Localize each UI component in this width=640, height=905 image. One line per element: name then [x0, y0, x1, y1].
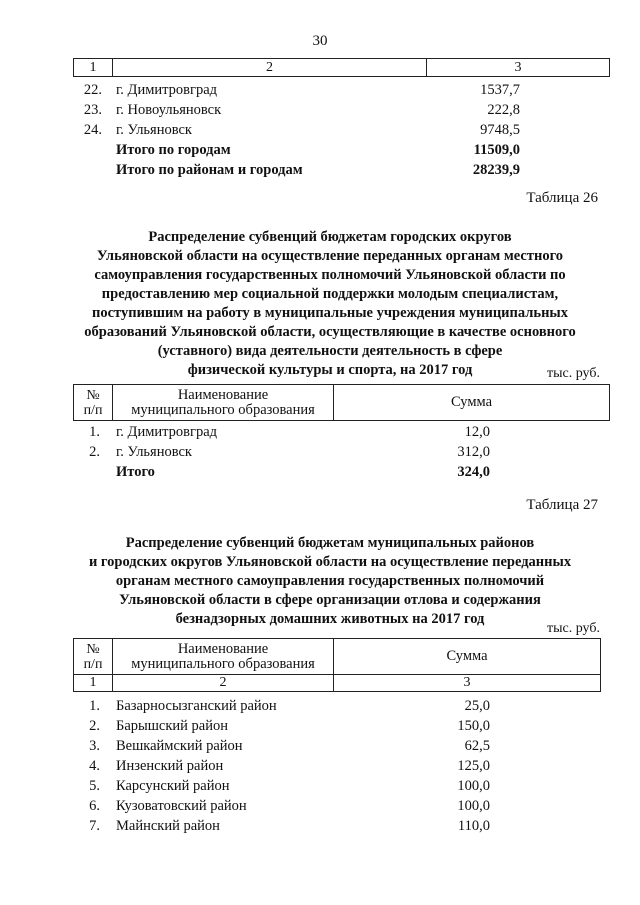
total-label: Итого	[116, 464, 155, 480]
title-line: безнадзорных домашних животных на 2017 год	[175, 611, 485, 627]
total-row	[0, 462, 640, 482]
table-27-header	[73, 638, 601, 692]
col-sum-header: Сумма	[334, 385, 610, 421]
table-26-title	[60, 228, 600, 380]
subheader-col-3: 3	[334, 675, 601, 692]
table-row	[0, 120, 640, 140]
title-line: образований Ульяновской области, осуществляющие в качестве основного	[84, 324, 576, 340]
total-value: 324,0	[457, 464, 490, 480]
row-value: 25,0	[464, 698, 490, 714]
table-row	[0, 442, 640, 462]
col-name-line: муниципального образования	[131, 401, 315, 418]
col-number-line: №	[86, 641, 100, 657]
title-line: (уставного) вида деятельности деятельность в сфере	[157, 343, 503, 359]
total-label: Итого по районам и городам	[116, 162, 303, 178]
row-value: 100,0	[457, 778, 490, 794]
total-row	[0, 160, 640, 180]
table-26-unit: тыс. руб.	[547, 366, 600, 381]
table-26-header	[73, 384, 610, 421]
row-number: 24.	[83, 122, 102, 138]
table-row	[0, 696, 640, 716]
title-line: поступившим на работу в муниципальные учреждения муниципальных	[92, 305, 568, 321]
col-number-header	[74, 639, 113, 675]
row-number: 22.	[83, 82, 102, 98]
title-line: предоставлению мер социальной поддержки молодым специалистам,	[101, 286, 559, 302]
table-27-title	[60, 534, 600, 629]
table-26-label: Таблица 26	[526, 190, 598, 206]
row-name: Барышский район	[116, 718, 228, 734]
row-name: Майнский район	[116, 818, 220, 834]
row-value: 222,8	[487, 102, 520, 118]
table-row	[0, 422, 640, 442]
table-row	[0, 80, 640, 100]
row-number: 2.	[89, 718, 100, 734]
title-line: Ульяновской области на осуществление переданных органам местного	[96, 248, 564, 264]
col-name-header	[113, 639, 334, 675]
title-line: Распределение субвенций бюджетам городских округов	[148, 229, 512, 245]
title-line: физической культуры и спорта, на 2017 год	[187, 362, 473, 378]
row-name: г. Новоульяновск	[116, 102, 222, 118]
row-name: г. Димитровград	[116, 82, 218, 98]
table-row	[0, 776, 640, 796]
row-name: Базарносызганский район	[116, 698, 277, 714]
table-row	[0, 100, 640, 120]
row-value: 62,5	[464, 738, 490, 754]
row-value: 100,0	[457, 798, 490, 814]
col-name-line: Наименование	[177, 386, 269, 403]
total-value: 11509,0	[473, 142, 520, 158]
table-row	[0, 816, 640, 836]
row-name: г. Димитровград	[116, 424, 218, 440]
title-line: и городских округов Ульяновской области на осуществление переданных	[88, 554, 572, 570]
header-col-3: 3	[427, 59, 610, 77]
col-name-line: муниципального образования	[131, 655, 315, 672]
subheader-col-1: 1	[74, 675, 113, 692]
page-number: 30	[312, 33, 328, 49]
title-line: Ульяновской области в сфере организации отлова и содержания	[119, 592, 541, 608]
total-label: Итого по городам	[116, 142, 231, 158]
row-name: Вешкаймский район	[116, 738, 243, 754]
title-line: самоуправления государственных полномочий Ульяновской области по	[94, 267, 566, 283]
row-number: 7.	[89, 818, 100, 834]
table-27-unit: тыс. руб.	[547, 621, 600, 636]
row-name: Кузоватовский район	[116, 798, 247, 814]
top-table-header	[73, 58, 610, 77]
title-line: органам местного самоуправления государственных полномочий	[115, 573, 545, 589]
row-value: 1537,7	[480, 82, 520, 98]
total-value: 28239,9	[472, 162, 520, 178]
col-name-header	[113, 385, 334, 421]
table-row	[0, 736, 640, 756]
row-number: 4.	[89, 758, 100, 774]
row-name: г. Ульяновск	[116, 444, 192, 460]
row-name: Инзенский район	[116, 758, 224, 774]
row-name: г. Ульяновск	[116, 122, 192, 138]
header-col-2: 2	[113, 59, 427, 77]
row-value: 150,0	[457, 718, 490, 734]
col-number-line: п/п	[83, 656, 103, 672]
subheader-col-2: 2	[113, 675, 334, 692]
row-value: 312,0	[457, 444, 490, 460]
col-number-line: №	[86, 387, 100, 403]
col-name-line: Наименование	[177, 640, 269, 657]
row-value: 125,0	[457, 758, 490, 774]
total-row	[0, 140, 640, 160]
row-value: 12,0	[464, 424, 490, 440]
table-row	[0, 716, 640, 736]
col-number-line: п/п	[83, 402, 103, 418]
table-27-label: Таблица 27	[526, 497, 598, 513]
title-line: Распределение субвенций бюджетам муниципальных районов	[125, 535, 535, 551]
row-number: 3.	[89, 738, 100, 754]
row-number: 5.	[89, 778, 100, 794]
row-name: Карсунский район	[116, 778, 230, 794]
table-row	[0, 756, 640, 776]
col-sum-header: Сумма	[334, 639, 601, 675]
table-row	[0, 796, 640, 816]
row-number: 6.	[89, 798, 100, 814]
header-col-1: 1	[74, 59, 113, 77]
row-value: 9748,5	[480, 122, 520, 138]
row-number: 1.	[89, 698, 100, 714]
row-number: 23.	[83, 102, 102, 118]
row-number: 1.	[89, 424, 100, 440]
row-value: 110,0	[457, 818, 490, 834]
col-number-header	[74, 385, 113, 421]
row-number: 2.	[89, 444, 100, 460]
